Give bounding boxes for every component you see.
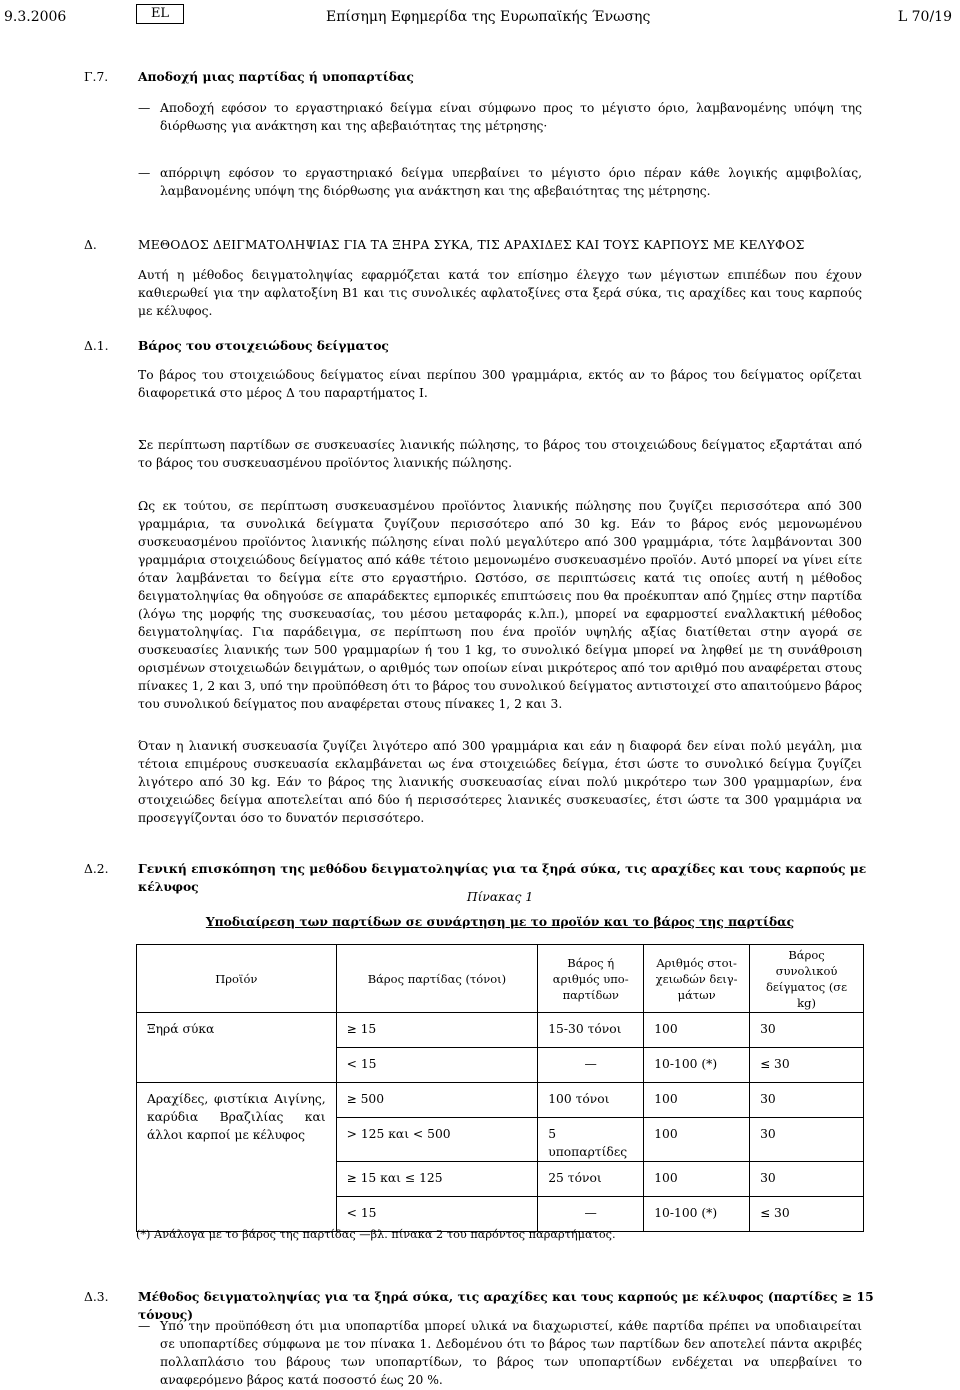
header-language-box: EL — [136, 4, 184, 24]
column-header: Βάρος ή αριθμός υπο-παρτίδων — [538, 945, 644, 1013]
dash-marker: — — [138, 166, 151, 180]
aggregate-weight-cell — [750, 1197, 864, 1232]
lot-weight-cell — [336, 1118, 538, 1162]
aggregate-weight-cell — [750, 1048, 864, 1083]
subparts-cell: 25 τόνοι — [538, 1162, 644, 1197]
aggregate-weight-value: 30 — [760, 1092, 776, 1106]
lot-subdivision-table — [136, 944, 864, 1232]
table-footnote: (*) Ανάλογα με το βάρος της παρτίδας —βλ. πίνακα 2 του παρόντος παραρτήματος. — [136, 1228, 616, 1241]
column-header: Προϊόν — [137, 945, 337, 1013]
subparts-cell: — — [538, 1048, 644, 1083]
comparison-symbol: ≥ — [346, 1171, 357, 1185]
table-row — [137, 1083, 864, 1118]
d1-paragraph-3: Ως εκ τούτου, σε περίπτωση συσκευασμένου προϊόντος λιανικής πώλησης που ζυγίζει περισσότερα από 300 γραμμάρια, τα συνολικά δείγματα ζυγίζουν περισσότερο από 30 kg. Εάν το βάρος ενός μεμονωμένου συσκευασμένου προϊόντος λιανικής πώλησης είναι πολύ μεγαλύτερο από 300 γραμμάρια, τότε λαμβάνονται 300 γραμμάρια στοιχειώδους δείγματος από κάθε τέτοιο μεμονωμένο συσκευασμένο προϊόν. Αυτό μπορεί να γίνει είτε όταν λαμβάνεται το δείγμα είτε στο εργαστήριο. Ωστόσο, σε περιπτώσεις κατά τις οποίες αυτή η μέθοδος δειγματοληψίας θα οδηγούσε σε απαράδεκτες εμπορικές επιπτώσεις που θα προέκυπταν από ζημίες στην παρτίδα (λόγω της μορφής της συσκευασίας, του μέσου μεταφοράς κ.λπ.), μπορεί να εφαρμοστεί εναλλακτική μέθοδος δειγματοληψίας. Για παράδειγμα, σε περίπτωση που ένα προϊόν υψηλής αξίας διατίθεται στην αγορά σε συσκευασίες λιανικής των 500 γραμμαρίων ή του 1 kg, το συνολικό δείγμα μπορεί να ληφθεί με τη συνάθροιση ορισμένων στοιχειωδών δειγμάτων, ο αριθμός των οποίων είναι μικρότερος από τον αριθμό που αναφέρεται στους πίνακες 1, 2 και 3, υπό την προϋπόθεση ότι το βάρος του συνολικού δείγματος αντιστοιχεί στο απαιτούμενο βάρος του συνολικού δείγματος που αναφέρεται στους πίνακες 1, 2 και 3. — [138, 499, 862, 711]
section-title: Βάρος του στοιχειώδους δείγματος — [138, 338, 389, 353]
list-item-text: Αποδοχή εφόσον το εργαστηριακό δείγμα είναι σύμφωνο προς το μέγιστο όριο, λαμβανομένης υπόψη της διόρθωσης για ανάκτηση και της αβεβαιότητας της μέτρησης· — [160, 101, 862, 133]
increments-cell: 100 — [644, 1162, 750, 1197]
lot-weight-value: 500 — [360, 1092, 385, 1106]
lot-weight-cell — [336, 1083, 538, 1118]
list-item-text: Υπό την προϋπόθεση ότι μια υποπαρτίδα μπορεί υλικά να διαχωριστεί, κάθε παρτίδα πρέπει να υποδιαιρείται σε υποπαρτίδες σύμφωνα με τον πίνακα 1. Δεδομένου ότι το βάρος των παρτίδων δεν αποτελεί πάντα ακριβές πολλαπλάσιο του βάρους των υποπαρτίδων, το βάρος των υποπαρτίδων ενδέχεται να υπερβαίνει το αναφερόμενο βάρος κατά ποσοστό έως 20 %. — [160, 1319, 862, 1387]
page-header — [0, 4, 960, 28]
lot-weight-value: < 15 — [346, 1057, 377, 1071]
increments-cell: 10-100 (*) — [644, 1048, 750, 1083]
aggregate-weight-value: 30 — [774, 1057, 790, 1071]
lot-weight-cell — [336, 1013, 538, 1048]
subparts-cell: 15-30 τόνοι — [538, 1013, 644, 1048]
dash-marker: — — [138, 101, 151, 115]
table-title-wrap — [138, 913, 862, 931]
lot-weight-value: < 15 — [346, 1206, 377, 1220]
comparison-symbol: ≤ — [760, 1057, 771, 1071]
aggregate-weight-value: 30 — [760, 1022, 776, 1036]
header-page-number: L 70/19 — [897, 9, 952, 25]
increments-cell: 10-100 (*) — [644, 1197, 750, 1232]
section-title: Αποδοχή μιας παρτίδας ή υποπαρτίδας — [138, 69, 414, 84]
lot-weight-value: 15 — [360, 1022, 377, 1036]
table-header-row — [137, 945, 864, 1013]
table-label: Πίνακας 1 — [466, 890, 534, 904]
increments-cell: 100 — [644, 1118, 750, 1162]
section-number: Δ.1. — [84, 339, 109, 353]
section-number: Γ.7. — [84, 70, 109, 84]
column-header: Αριθμός στοι-χειωδών δειγ-μάτων — [644, 945, 750, 1013]
section-title: ΜΕΘΟΔΟΣ ΔΕΙΓΜΑΤΟΛΗΨΙΑΣ ΓΙΑ ΤΑ ΞΗΡΑ ΣΥΚΑ, ΤΙΣ ΑΡΑΧΙΔΕΣ ΚΑΙ ΤΟΥΣ ΚΑΡΠΟΥΣ ΜΕ ΚΕΛΥΦΟΣ — [138, 238, 805, 252]
aggregate-weight-cell — [750, 1083, 864, 1118]
d1-paragraph-1: Το βάρος του στοιχειώδους δείγματος είναι περίπου 300 γραμμάρια, εκτός αν το βάρος του δείγματος ορίζεται διαφορετικά στο μέρος Δ του παραρτήματος Ι. — [138, 368, 862, 400]
product-cell: Αραχίδες, φιστίκια Αιγίνης, καρύδια Βραζιλίας και άλλοι καρποί με κέλυφος — [137, 1083, 337, 1232]
lot-weight-cell — [336, 1162, 538, 1197]
lot-weight-cell — [336, 1048, 538, 1083]
list-item-text: απόρριψη εφόσον το εργαστηριακό δείγμα υπερβαίνει το μέγιστο όριο πέραν κάθε λογικής αμφιβολίας, λαμβανομένης υπόψη της διόρθωσης για ανάκτηση και της αβεβαιότητας της μέτρησης. — [160, 166, 862, 198]
section-title: Μέθοδος δειγματοληψίας για τα ξηρά σύκα, τις αραχίδες και τους καρπούς με κέλυφος (παρτίδες ≥ 15 τόνους) — [138, 1289, 874, 1322]
aggregate-weight-cell — [750, 1013, 864, 1048]
aggregate-weight-value: 30 — [774, 1206, 790, 1220]
header-journal-title: Επίσημη Εφημερίδα της Ευρωπαϊκής Ένωσης — [326, 9, 651, 25]
section-number: Δ.3. — [84, 1290, 109, 1304]
aggregate-weight-cell — [750, 1162, 864, 1197]
section-title: Γενική επισκόπηση της μεθόδου δειγματοληψίας για τα ξηρά σύκα, τις αραχίδες και τους καρπούς με κέλυφος — [138, 861, 867, 894]
subparts-cell: 100 τόνοι — [538, 1083, 644, 1118]
increments-cell: 100 — [644, 1013, 750, 1048]
column-header: Βάρος παρτίδας (τόνοι) — [336, 945, 538, 1013]
dash-marker: — — [138, 1319, 151, 1333]
comparison-symbol: ≥ — [346, 1092, 357, 1106]
aggregate-weight-value: 30 — [760, 1171, 776, 1185]
header-date: 9.3.2006 — [4, 9, 67, 25]
d1-paragraph-2: Σε περίπτωση παρτίδων σε συσκευασίες λιανικής πώλησης, το βάρος του στοιχειώδους δείγματος εξαρτάται από το βάρος του συσκευασμένου προϊόντος λιανικής πώλησης. — [138, 438, 862, 470]
d1-paragraph-4: Όταν η λιανική συσκευασία ζυγίζει λιγότερο από 300 γραμμάρια και εάν η διαφορά δεν είναι πολύ μεγάλη, μια τέτοια επιμέρους συσκευασία εκλαμβάνεται ως ένα στοιχειώδες δείγμα, έτσι ώστε το συνολικό δείγμα ζυγίζει λιγότερο από 30 kg. Εάν το βάρος της λιανικής συσκευασίας είναι πολύ μικρότερο των 300 γραμμαρίων, ένα στοιχειώδες δείγμα αποτελείται από δύο ή περισσότερες λιανικές συσκευασίες, έτσι ώστε τα 300 γραμμάρια να προσεγγίζονται όσο το δυνατόν περισσότερο. — [138, 739, 862, 825]
increments-cell: 100 — [644, 1083, 750, 1118]
lot-weight-value: 15 και ≤ 125 — [360, 1171, 443, 1185]
subparts-cell: 5 υποπαρτίδες — [538, 1118, 644, 1162]
subparts-cell: — — [538, 1197, 644, 1232]
aggregate-weight-value: 30 — [760, 1127, 776, 1141]
section-number: Δ.2. — [84, 862, 109, 876]
product-cell: Ξηρά σύκα — [137, 1013, 337, 1083]
section-number: Δ. — [84, 238, 97, 252]
comparison-symbol: ≥ — [346, 1022, 357, 1036]
column-header: Βάρος συνολικού δείγματος (σε kg) — [750, 945, 864, 1013]
section-d-paragraph: Αυτή η μέθοδος δειγματοληψίας εφαρμόζεται κατά τον επίσημο έλεγχο των μέγιστων επιπέδων που έχουν καθιερωθεί για την αφλατοξίνη B1 και τις συνολικές αφλατοξίνες στα ξερά σύκα, τις αραχίδες και τους καρπούς με κέλυφος. — [138, 268, 862, 318]
table-title: Υποδιαίρεση των παρτίδων σε συνάρτηση με το προϊόν και το βάρος της παρτίδας — [205, 914, 795, 929]
lot-weight-value: > 125 και < 500 — [346, 1127, 451, 1141]
comparison-symbol: ≤ — [760, 1206, 771, 1220]
table-row — [137, 1013, 864, 1048]
aggregate-weight-cell — [750, 1118, 864, 1162]
